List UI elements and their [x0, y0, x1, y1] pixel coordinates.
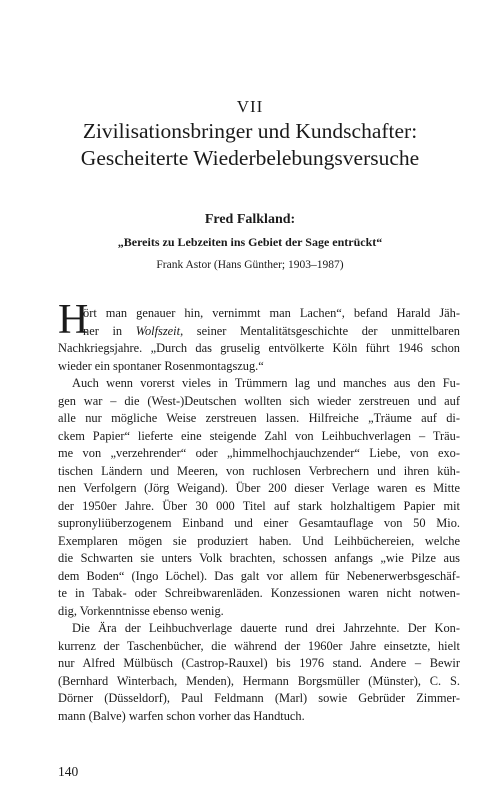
chapter-title-line: Gescheiterte Wiederbelebungsversuche: [80, 146, 420, 170]
text-line: ckem Papier“ lieferte eine steigende Zahl von Leihbuchverlagen – Träu-: [58, 428, 460, 443]
text-line: me von „verzehrender“ oder „himmelhochjauchzender“ Liebe, von exo-: [58, 446, 460, 460]
section-credit: Frank Astor (Hans Günther; 1903–1987): [156, 259, 344, 271]
book-title-wolfszeit: Wolfszeit: [135, 323, 181, 338]
text-line-part: ner in: [83, 323, 136, 338]
text-line: [58, 323, 460, 341]
text-line: gen war – die (West-)Deutschen wollten sich wieder zerstreuen und auf: [58, 393, 460, 408]
text-line: Dörner (Düsseldorf), Paul Feldmann (Marl) sowie Gebrüder Zimmer-: [58, 691, 460, 705]
text-line: wieder ein spontaner Rosenmontagszug.“: [58, 358, 264, 373]
text-line: der 1950er Jahre. Über 30 000 Titel auf stark holzhaltigem Papier mit: [58, 498, 460, 513]
text-line: dig, Vorkenntnisse ebenso wenig.: [58, 603, 224, 618]
text-line: dem Boden“ (Ingo Löchel). Das galt vor allem für Nebenerwerbsgeschäf-: [58, 568, 460, 583]
section-quote: „Bereits zu Lebzeiten ins Gebiet der Sage entrückt“: [117, 235, 383, 249]
section-heading: Fred Falkland:: [204, 212, 296, 227]
paragraph-2: [58, 375, 460, 620]
text-line: Exemplaren mögen sie produziert haben. Und Leihbüchereien, welche: [58, 533, 460, 548]
text-line: te in Tabak- oder Schreibwarenläden. Konzessionen waren nicht notwen-: [58, 586, 460, 600]
text-line: (Bernhard Winterbach, Menden), Hermann Borgsmüller (Münster), C. S.: [58, 673, 460, 688]
drop-cap: H: [58, 297, 89, 343]
chapter-title: [0, 118, 500, 172]
paragraph-3: [58, 620, 460, 725]
text-line: kurrenz der Taschenbücher, die während der 1960er Jahre einsetzte, hielt: [58, 638, 460, 653]
text-line: Auch wenn vorerst vieles in Trümmern lag und manches aus den Fu-: [72, 376, 460, 390]
body-text: [58, 305, 460, 725]
text-line: Die Ära der Leihbuchverlage dauerte rund drei Jahrzehnte. Der Kon-: [72, 621, 460, 635]
page-number: 140: [58, 764, 79, 779]
text-line: Nachkriegsjahre. „Durch das gruselig entvölkerte Köln führt 1946 schon: [58, 341, 460, 355]
text-line: tischen Ländern und Meeren, von ruchlosen Verbrechern und ihren küh-: [58, 463, 460, 478]
chapter-number: VII: [236, 97, 264, 116]
chapter-title-line: Zivilisationsbringer und Kundschafter:: [82, 119, 418, 143]
text-line-part: , seiner Mentalitätsgeschichte der unmittelbaren: [180, 323, 460, 338]
text-line: nur Alfred Mülbüsch (Castrop-Rauxel) bis 1976 stand. Andere – Bewir: [58, 656, 460, 670]
text-line: ört man genauer hin, vernimmt man Lachen“, befand Harald Jäh-: [83, 306, 460, 320]
text-line: alle nur mögliche Weise zerstreuen lassen. Hilfreiche „Träume auf di-: [58, 411, 460, 425]
text-line: die Schwarten sie unters Volk brachten, schossen anfangs „wie Pilze aus: [58, 551, 460, 565]
paragraph-1: [58, 305, 460, 375]
text-line: nen Verfolgern (Jörg Weigand). Über 200 dieser Verlage waren es Mitte: [58, 481, 460, 495]
text-line: supronyliüberzogenem Einband und einer Gesamtauflage von 50 Mio.: [58, 516, 460, 530]
text-line: mann (Balve) warfen schon vorher das Handtuch.: [58, 708, 305, 723]
